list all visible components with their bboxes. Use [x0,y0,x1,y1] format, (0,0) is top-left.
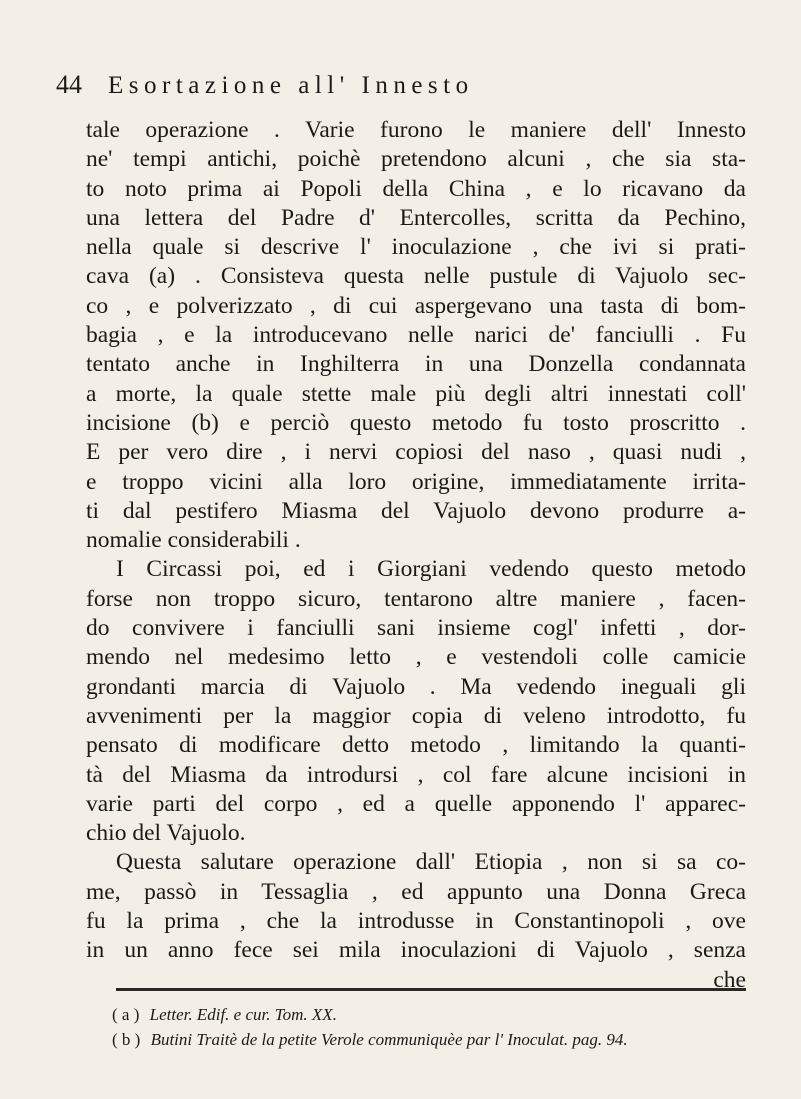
text-line: tentato anche in Inghilterra in una Donzella condannata [86,351,746,378]
footnotes [112,1002,752,1052]
text-line: pensato di modificare detto metodo , limitando la quanti- [86,732,746,759]
page-header [56,70,746,110]
text-line: nomalie considerabili . [86,527,301,554]
text-line: cava (a) . Consisteva questa nelle pustule di Vajuolo sec- [86,263,746,290]
text-line: to noto prima ai Popoli della China , e lo ricavano da [86,175,746,202]
footnote-text: Letter. Edif. e cur. Tom. XX. [149,1005,337,1024]
text-line: fu la prima , che la introdusse in Constantinopoli , ove [86,908,746,935]
text-line: e troppo vicini alla loro origine, immediatamente irrita- [86,468,746,495]
footnote [112,1002,752,1027]
text-line: I Circassi poi, ed i Giorgiani vedendo questo metodo [116,556,746,583]
text-line: in un anno fece sei mila inoculazioni di Vajuolo , senza [86,937,746,964]
footnote-mark: ( a ) [112,1005,140,1024]
text-line: una lettera del Padre d' Entercolles, scritta da Pechino, [86,204,746,231]
text-line: tà del Miasma da introdursi , col fare alcune incisioni in [86,761,746,788]
text-line: mendo nel medesimo letto , e vestendoli colle camicie [86,644,746,671]
text-line: co , e polverizzato , di cui aspergevano una tasta di bom- [86,292,746,319]
text-line: ne' tempi antichi, poichè pretendono alcuni , che sia sta- [86,146,746,173]
text-line: avvenimenti per la maggior copia di veleno introdotto, fu [86,702,746,729]
text-line: ti dal pestifero Miasma del Vajuolo devono produrre a- [86,497,746,524]
catchword: che [713,966,746,993]
text-line: me, passò in Tessaglia , ed appunto una Donna Greca [86,878,746,905]
footnote-mark: ( b ) [112,1030,141,1049]
text-line: incisione (b) e perciò questo metodo fu tosto proscritto . [86,409,746,436]
text-line: bagia , e la introducevano nelle narici de' fanciulli . Fu [86,322,746,349]
body-text [86,116,746,995]
text-line: do convivere i fanciulli sani insieme cogl' infetti , dor- [86,615,746,642]
footnote [112,1027,752,1052]
text-line: E per vero dire , i nervi copiosi del naso , quasi nudi , [86,439,746,466]
text-line: tale operazione . Varie furono le maniere dell' Innesto [86,117,746,143]
footnote-text: Butini Traitè de la petite Verole communiquèe par l' Inoculat. pag. 94. [150,1030,628,1049]
text-line: grondanti marcia di Vajuolo . Ma vedendo ineguali gli [86,673,746,700]
text-line: varie parti del corpo , ed a quelle apponendo l' apparec- [86,790,746,817]
text-line: forse non troppo sicuro, tentarono altre maniere , facen- [86,585,746,612]
footnote-rule [116,988,746,991]
page-number: 44 [56,70,82,99]
text-line: nella quale si descrive l' inoculazione , che ivi si prati- [86,234,746,261]
running-title: Esortazione all' Innesto [108,72,474,99]
text-line: Questa salutare operazione dall' Etiopia , non si sa co- [116,849,746,876]
text-line: chio del Vajuolo. [86,820,246,847]
text-line: a morte, la quale stette male più degli altri innestati coll' [86,380,746,407]
